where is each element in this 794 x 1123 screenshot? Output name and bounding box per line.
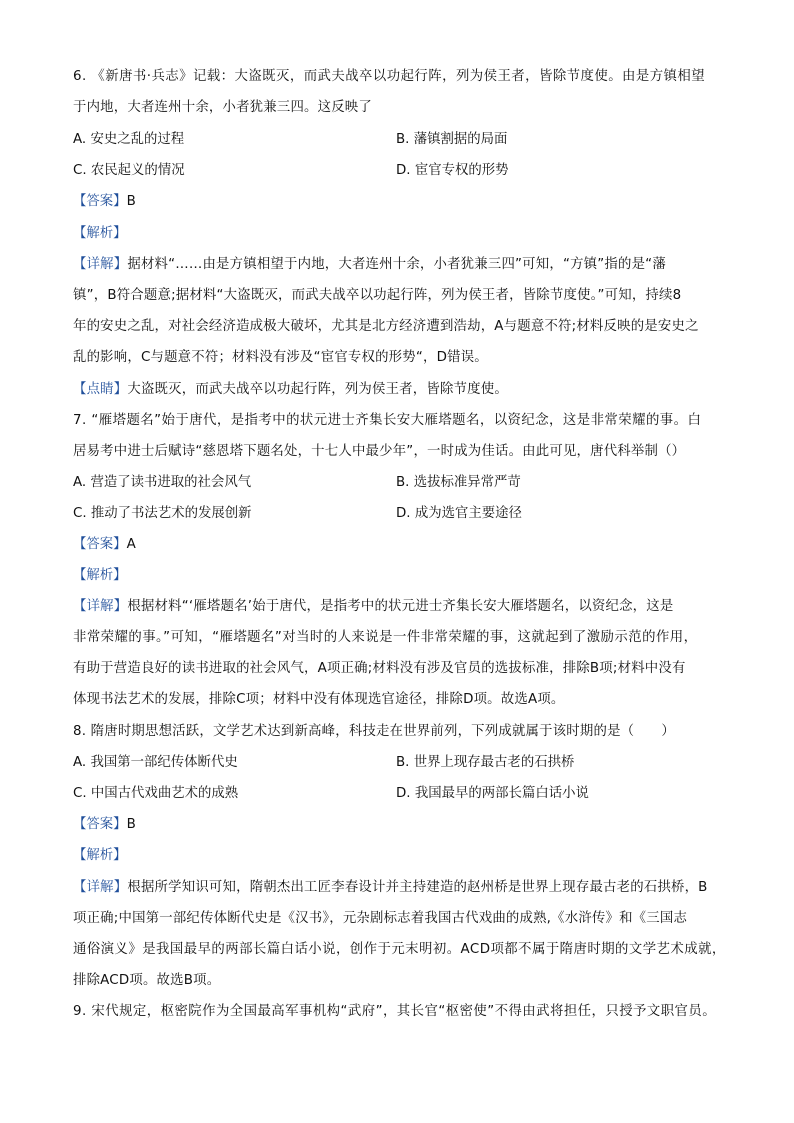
q8-detail-line-4: 排除ACD项。故选B项。 bbox=[73, 973, 221, 988]
q7-option-b: B. 选拔标准异常严苛 bbox=[396, 475, 521, 490]
q6-detail-line-1 bbox=[73, 256, 733, 274]
q8-stem-line-1: 8. 隋唐时期思想活跃，文学艺术达到新高峰，科技走在世界前列，下列成就属于该时期的是（ ） bbox=[73, 724, 676, 739]
q6-analysis-label: 【解析】 bbox=[73, 226, 127, 241]
answer-value: B bbox=[126, 194, 136, 209]
q6-option-c: C. 农民起义的情况 bbox=[73, 163, 185, 178]
q7-detail-line-1 bbox=[73, 598, 733, 616]
q6-option-d: D. 宦官专权的形势 bbox=[396, 163, 509, 178]
q8-option-b: B. 世界上现存最古老的石拱桥 bbox=[396, 755, 575, 770]
point-text: 大盗既灭，而武夫战卒以功起行阵，列为侯王者，皆除节度使。 bbox=[127, 382, 508, 397]
q6-detail-line-4: 乱的影响，C与题意不符；材料没有涉及“宦官专权的形势“，D错误。 bbox=[73, 350, 488, 365]
q6-option-b: B. 藩镇割据的局面 bbox=[396, 132, 508, 147]
q9-stem-line-1: 9. 宋代规定，枢密院作为全国最高军事机构“武府”，其长官“枢密使”不得由武将担任，只授予文职官员。 bbox=[73, 1004, 717, 1019]
detail-text: 根据所学知识可知，隋朝杰出工匠李春设计并主持建造的赵州桥是世界上现存最古老的石拱桥，B bbox=[127, 880, 708, 895]
q8-analysis-label: 【解析】 bbox=[73, 848, 127, 863]
q8-answer bbox=[73, 816, 136, 834]
q8-detail-line-2: 项正确;中国第一部纪传体断代史是《汉书》，元杂剧标志着我国古代戏曲的成熟,《水浒传》和《三国志 bbox=[73, 911, 688, 926]
q7-option-d: D. 成为选官主要途径 bbox=[396, 506, 522, 521]
q6-detail-line-2: 镇”，B符合题意;据材料“大盗既灭，而武夫战卒以功起行阵，列为侯王者，皆除节度使。”可知，持续8 bbox=[73, 288, 682, 303]
detail-text: 根据材料“‘雁塔题名’始于唐代，是指考中的状元进士齐集长安大雁塔题名，以资纪念，这是 bbox=[127, 599, 674, 614]
q7-analysis-label: 【解析】 bbox=[73, 568, 127, 583]
q7-detail-line-4: 体现书法艺术的发展，排除C项；材料中没有体现选官途径，排除D项。故选A项。 bbox=[73, 692, 565, 707]
detail-label: 【详解】 bbox=[73, 880, 128, 895]
answer-value: A bbox=[126, 537, 136, 552]
q7-option-a: A. 营造了读书进取的社会风气 bbox=[73, 475, 252, 490]
q7-answer bbox=[73, 536, 136, 554]
answer-label: 【答案】 bbox=[73, 817, 127, 832]
q6-option-a: A. 安史之乱的过程 bbox=[73, 132, 185, 147]
q6-answer bbox=[73, 193, 136, 211]
q7-option-c: C. 推动了书法艺术的发展创新 bbox=[73, 506, 252, 521]
answer-label: 【答案】 bbox=[73, 537, 127, 552]
q8-detail-line-1 bbox=[73, 879, 733, 897]
answer-value: B bbox=[126, 817, 136, 832]
answer-label: 【答案】 bbox=[73, 194, 127, 209]
q8-option-c: C. 中国古代戏曲艺术的成熟 bbox=[73, 786, 239, 801]
q6-stem-line-1: 6. 《新唐书·兵志》记载：大盗既灭，而武夫战卒以功起行阵，列为侯王者，皆除节度使。由是方镇相望 bbox=[73, 69, 706, 84]
q8-option-d: D. 我国最早的两部长篇白话小说 bbox=[396, 786, 589, 801]
q6-detail-line-3: 年的安史之乱，对社会经济造成极大破坏，尤其是北方经济遭到浩劫，A与题意不符;材料反映的是安史之 bbox=[73, 319, 699, 334]
q6-stem-line-2: 于内地，大者连州十余，小者犹兼三四。这反映了 bbox=[73, 100, 372, 115]
q6-point bbox=[73, 381, 733, 399]
q7-detail-line-2: 非常荣耀的事。”可知，“雁塔题名”对当时的人来说是一件非常荣耀的事，这就起到了激励示范的作用， bbox=[73, 630, 698, 645]
q7-stem-line-2: 居易考中进士后赋诗“慈恩塔下题名处，十七人中最少年”，一时成为佳话。由此可见，唐代科举制（） bbox=[73, 444, 686, 459]
q7-stem-line-1: 7. “雁塔题名”始于唐代，是指考中的状元进士齐集长安大雁塔题名，以资纪念，这是非常荣耀的事。白 bbox=[73, 413, 702, 428]
q7-detail-line-3: 有助于营造良好的读书进取的社会风气，A项正确;材料没有涉及官员的选拔标准，排除B项;材料中没有 bbox=[73, 661, 686, 676]
point-label: 【点睛】 bbox=[73, 382, 128, 397]
detail-label: 【详解】 bbox=[73, 257, 128, 272]
detail-label: 【详解】 bbox=[73, 599, 128, 614]
q8-detail-line-3: 通俗演义》是我国最早的两部长篇白话小说，创作于元末明初。ACD项都不属于隋唐时期的文学艺术成就， bbox=[73, 942, 726, 957]
q8-option-a: A. 我国第一部纪传体断代史 bbox=[73, 755, 238, 770]
detail-text: 据材料“……由是方镇相望于内地，大者连州十余，小者犹兼三四”可知，“方镇”指的是“藩 bbox=[127, 257, 666, 272]
